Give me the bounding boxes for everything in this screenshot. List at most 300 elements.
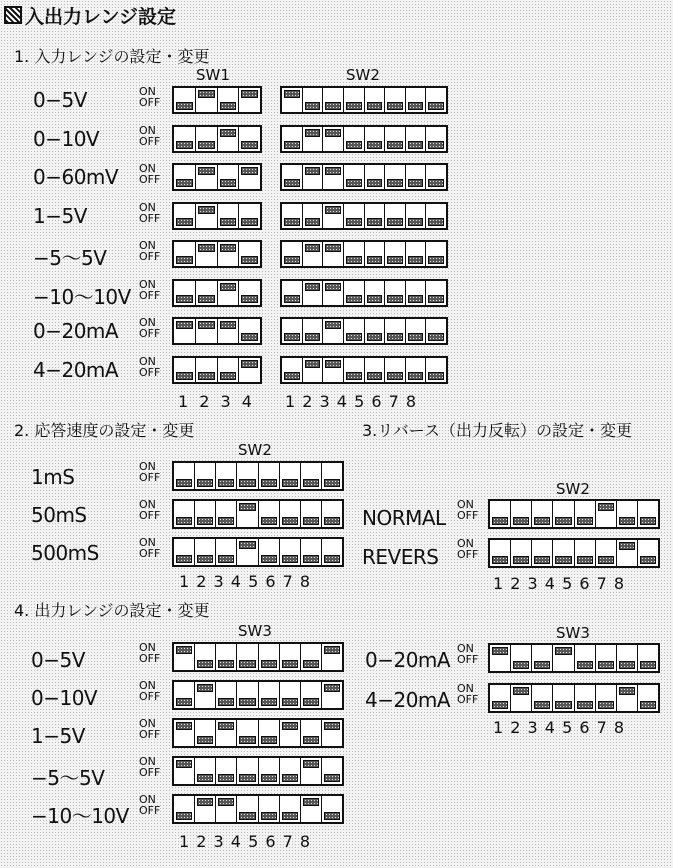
section1-row3-off-label: OFF: [139, 211, 161, 225]
section4-right-row1-on-label: ON: [457, 682, 474, 695]
switch-knob-on: [241, 90, 258, 98]
switch-knob-off: [176, 256, 193, 264]
switch-knob-on: [325, 321, 341, 329]
dip-switch-position-5: [575, 645, 596, 671]
dip-switch-position-5: [575, 501, 596, 527]
switch-knob-off: [176, 698, 192, 706]
switch-knob-off: [303, 555, 319, 563]
dip-switch-position-1: [174, 539, 195, 565]
section4-right-sw3-switch: [488, 643, 660, 673]
switch-knob-off: [197, 517, 213, 525]
dip-switch-position-3: [218, 319, 240, 343]
section4-sw3-switch: [172, 680, 344, 710]
section1-sw1-switch: [172, 202, 262, 230]
dip-switch-position-8: [426, 358, 446, 382]
dip-switch-position-5: [259, 539, 280, 565]
dip-switch-position-8: [426, 165, 446, 189]
section4-sw3-switch: [172, 756, 344, 786]
switch-knob-off: [325, 102, 341, 110]
dip-switch-position-7: [301, 539, 322, 565]
dip-switch-position-5: [259, 463, 280, 489]
section1-row0-on-label: ON: [139, 85, 156, 98]
switch-knob-on: [198, 167, 215, 175]
section1-sw2-switch: [280, 356, 448, 384]
switch-knob-off: [387, 333, 403, 341]
switch-knob-off: [176, 102, 193, 110]
switch-knob-off: [261, 660, 277, 668]
switch-knob-off: [640, 701, 656, 709]
dip-switch-position-7: [301, 796, 322, 822]
switch-knob-off: [428, 141, 444, 149]
section1-sw2-switch: [280, 125, 448, 153]
dip-switch-position-2: [303, 165, 324, 189]
switch-knob-off: [305, 333, 321, 341]
dip-switch-position-8: [426, 88, 446, 112]
dip-switch-position-2: [196, 204, 218, 228]
dip-switch-position-7: [301, 758, 322, 784]
section1-row1-off-label: OFF: [139, 134, 161, 148]
section4-right-sw3-switch: [488, 683, 660, 713]
section4-sw3-switch: [172, 642, 344, 672]
section4-right-mode-label: 0−20mA: [365, 648, 451, 672]
dip-switch-position-3: [216, 720, 237, 746]
dip-switch-position-2: [511, 540, 532, 566]
switch-knob-off: [198, 141, 215, 149]
switch-knob-off: [241, 141, 258, 149]
switch-knob-on: [619, 542, 635, 550]
dip-switch-position-4: [553, 685, 574, 711]
dip-switch-position-4: [239, 281, 260, 305]
section2-numbers: 1 2 3 4 5 6 7 8: [179, 572, 312, 591]
switch-knob-off: [218, 517, 234, 525]
dip-switch-position-3: [216, 539, 237, 565]
dip-switch-position-3: [323, 358, 344, 382]
section4-numbers: 1 2 3 4 5 6 7 8: [179, 832, 312, 851]
dip-switch-position-4: [237, 644, 258, 670]
switch-knob-off: [218, 660, 234, 668]
dip-switch-position-4: [553, 501, 574, 527]
section4-mode-label: 0−10V: [31, 686, 98, 710]
section3-row0-on-label: ON: [457, 498, 474, 511]
switch-knob-on: [282, 722, 298, 730]
dip-switch-position-8: [426, 319, 446, 343]
dip-switch-position-7: [406, 204, 427, 228]
switch-knob-off: [305, 102, 321, 110]
dip-switch-position-1: [490, 685, 511, 711]
switch-knob-off: [428, 179, 444, 187]
switch-knob-on: [325, 244, 341, 252]
switch-knob-off: [241, 333, 258, 341]
switch-knob-off: [367, 102, 383, 110]
switch-knob-on: [218, 722, 234, 730]
switch-knob-off: [513, 517, 529, 525]
switch-knob-on: [303, 760, 319, 768]
dip-switch-position-1: [490, 501, 511, 527]
switch-knob-off: [261, 736, 277, 744]
switch-knob-off: [284, 218, 300, 226]
dip-switch-position-8: [322, 501, 342, 527]
switch-knob-on: [220, 321, 237, 329]
section4-row1-off-label: OFF: [139, 690, 161, 703]
dip-switch-position-5: [365, 204, 386, 228]
switch-knob-off: [197, 736, 213, 744]
dip-switch-position-4: [237, 682, 258, 708]
switch-knob-off: [346, 372, 362, 380]
dip-switch-position-3: [532, 685, 553, 711]
section3-sw2-switch: [488, 538, 660, 568]
section1-sw2-switch: [280, 240, 448, 268]
dip-switch-position-5: [365, 88, 386, 112]
dip-switch-position-3: [216, 758, 237, 784]
switch-knob-off: [324, 517, 340, 525]
section1-sw2-switch: [280, 279, 448, 307]
dip-switch-position-1: [174, 281, 196, 305]
switch-knob-on: [325, 167, 341, 175]
section1-mode-label: 0−60mV: [33, 165, 119, 189]
switch-knob-off: [176, 812, 192, 820]
dip-switch-position-5: [259, 644, 280, 670]
dip-switch-position-4: [344, 165, 365, 189]
section4-right-row0-off-label: OFF: [457, 653, 479, 666]
switch-knob-off: [598, 556, 614, 564]
section1-row7-off-label: OFF: [139, 365, 161, 379]
section1-row6-on-label: ON: [139, 316, 156, 329]
section4-right-numbers: 1 2 3 4 5 6 7 8: [493, 718, 626, 737]
section4-row2-on-label: ON: [139, 717, 156, 730]
dip-switch-position-6: [596, 645, 617, 671]
switch-knob-off: [282, 517, 298, 525]
dip-switch-position-2: [196, 358, 218, 382]
switch-knob-off: [428, 218, 444, 226]
dip-switch-position-8: [322, 644, 342, 670]
dip-switch-position-2: [196, 281, 218, 305]
dip-switch-position-5: [259, 720, 280, 746]
dip-switch-position-6: [385, 165, 406, 189]
section1-mode-label: 0−10V: [33, 126, 100, 151]
dip-switch-position-4: [344, 88, 365, 112]
dip-switch-position-3: [216, 644, 237, 670]
section1-sw1-switch: [172, 317, 262, 345]
section1-row3-on-label: ON: [139, 200, 156, 214]
switch-knob-off: [346, 333, 362, 341]
switch-knob-off: [218, 555, 234, 563]
switch-knob-off: [346, 102, 362, 110]
dip-switch-position-2: [303, 281, 324, 305]
switch-knob-off: [284, 295, 300, 303]
switch-knob-off: [408, 141, 424, 149]
switch-knob-on: [284, 90, 300, 98]
switch-knob-on: [198, 206, 215, 214]
dip-switch-position-6: [385, 242, 406, 266]
switch-knob-on: [305, 283, 321, 291]
dip-switch-position-2: [195, 682, 216, 708]
switch-knob-off: [346, 218, 362, 226]
dip-switch-position-6: [596, 685, 617, 711]
dip-switch-position-7: [301, 682, 322, 708]
dip-switch-position-6: [385, 358, 406, 382]
section3-mode-label: REVERS: [362, 545, 439, 569]
section2-sw2-switch: [172, 537, 344, 567]
dip-switch-position-6: [596, 501, 617, 527]
dip-switch-position-4: [553, 540, 574, 566]
switch-knob-off: [534, 701, 550, 709]
dip-switch-position-7: [406, 319, 427, 343]
switch-knob-on: [513, 687, 529, 695]
dip-switch-position-3: [323, 165, 344, 189]
switch-knob-off: [619, 517, 635, 525]
section2-sw-label: SW2: [238, 441, 272, 459]
switch-knob-off: [408, 333, 424, 341]
switch-knob-off: [282, 555, 298, 563]
switch-knob-off: [282, 812, 298, 820]
dip-switch-position-3: [323, 204, 344, 228]
dip-switch-position-2: [196, 88, 218, 112]
dip-switch-position-3: [218, 88, 240, 112]
dip-switch-position-4: [344, 242, 365, 266]
dip-switch-position-6: [280, 758, 301, 784]
switch-knob-off: [492, 517, 508, 525]
dip-switch-position-7: [301, 501, 322, 527]
dip-switch-position-3: [218, 165, 240, 189]
dip-switch-position-1: [282, 281, 303, 305]
switch-knob-off: [324, 774, 340, 782]
dip-switch-position-3: [532, 540, 553, 566]
dip-switch-position-6: [385, 88, 406, 112]
switch-knob-off: [367, 218, 383, 226]
dip-switch-position-4: [239, 88, 260, 112]
switch-knob-off: [284, 372, 300, 380]
switch-knob-on: [325, 360, 341, 368]
switch-knob-off: [282, 698, 298, 706]
switch-knob-on: [220, 283, 237, 291]
dip-switch-position-5: [365, 358, 386, 382]
switch-knob-off: [428, 333, 444, 341]
dip-switch-position-3: [218, 127, 240, 151]
section2-row1-off-label: OFF: [139, 509, 161, 522]
switch-knob-on: [324, 646, 340, 654]
switch-knob-off: [239, 660, 255, 668]
section2-sw2-switch: [172, 499, 344, 529]
section1-mode-label: 0−5V: [33, 88, 87, 112]
switch-knob-off: [367, 179, 383, 187]
dip-switch-position-8: [638, 540, 658, 566]
switch-knob-on: [197, 798, 213, 806]
dip-switch-position-4: [237, 501, 258, 527]
switch-knob-off: [282, 660, 298, 668]
switch-knob-on: [325, 129, 341, 137]
section4-row4-on-label: ON: [139, 793, 156, 806]
switch-knob-off: [428, 102, 444, 110]
dip-switch-position-4: [237, 796, 258, 822]
switch-knob-on: [305, 167, 321, 175]
switch-knob-off: [492, 701, 508, 709]
section1-sw2-switch: [280, 202, 448, 230]
figure-icon: [4, 6, 22, 24]
section2-row1-on-label: ON: [139, 498, 156, 511]
dip-switch-position-4: [237, 758, 258, 784]
section1-sw1-switch: [172, 279, 262, 307]
dip-switch-position-7: [406, 281, 427, 305]
switch-knob-on: [176, 321, 193, 329]
dip-switch-position-8: [322, 463, 342, 489]
switch-knob-off: [324, 812, 340, 820]
dip-switch-position-1: [174, 242, 196, 266]
dip-switch-position-7: [301, 644, 322, 670]
dip-switch-position-3: [323, 88, 344, 112]
section4-row3-off-label: OFF: [139, 766, 161, 779]
dip-switch-position-1: [174, 165, 196, 189]
dip-switch-position-2: [195, 539, 216, 565]
dip-switch-position-2: [195, 796, 216, 822]
dip-switch-position-6: [280, 463, 301, 489]
dip-switch-position-1: [174, 758, 195, 784]
switch-knob-off: [408, 102, 424, 110]
section1-sw1-switch: [172, 125, 262, 153]
section1-heading: 1. 入力レンジの設定・変更: [14, 47, 210, 66]
switch-knob-off: [176, 517, 192, 525]
section1-row4-on-label: ON: [139, 239, 156, 252]
switch-knob-off: [303, 698, 319, 706]
section1-row5-off-label: OFF: [139, 288, 161, 302]
switch-knob-off: [408, 372, 424, 380]
section2-mode-label: 1mS: [31, 465, 75, 489]
switch-knob-off: [176, 479, 192, 487]
switch-knob-on: [492, 647, 508, 655]
switch-knob-off: [176, 218, 193, 226]
switch-knob-on: [239, 541, 255, 549]
section4-row2-off-label: OFF: [139, 728, 161, 741]
switch-knob-off: [428, 295, 444, 303]
switch-knob-off: [176, 179, 193, 187]
switch-knob-off: [324, 479, 340, 487]
section3-row1-off-label: OFF: [457, 548, 479, 561]
dip-switch-position-6: [280, 644, 301, 670]
switch-knob-off: [640, 661, 656, 669]
section2-row0-off-label: OFF: [139, 471, 161, 484]
section4-sw3-switch: [172, 794, 344, 824]
dip-switch-position-1: [174, 501, 195, 527]
section1-mode-label: 0−20mA: [33, 319, 119, 343]
switch-knob-off: [241, 218, 258, 226]
switch-knob-on: [555, 647, 571, 655]
switch-knob-on: [324, 722, 340, 730]
dip-switch-position-1: [174, 319, 196, 343]
switch-knob-off: [367, 333, 383, 341]
switch-knob-off: [367, 295, 383, 303]
switch-knob-off: [261, 774, 277, 782]
dip-switch-position-4: [239, 204, 260, 228]
switch-knob-off: [241, 295, 258, 303]
dip-switch-position-3: [218, 242, 240, 266]
dip-switch-position-1: [282, 358, 303, 382]
dip-switch-position-8: [638, 685, 658, 711]
dip-switch-position-5: [365, 165, 386, 189]
dip-switch-position-1: [282, 127, 303, 151]
dip-switch-position-2: [196, 242, 218, 266]
switch-knob-off: [303, 479, 319, 487]
switch-knob-off: [408, 256, 424, 264]
section4-right-row1-off-label: OFF: [457, 693, 479, 706]
dip-switch-position-5: [259, 758, 280, 784]
section4-row0-off-label: OFF: [139, 652, 161, 665]
dip-switch-position-3: [216, 682, 237, 708]
switch-knob-on: [220, 129, 237, 137]
dip-switch-position-6: [385, 281, 406, 305]
dip-switch-position-1: [174, 88, 196, 112]
dip-switch-position-2: [303, 319, 324, 343]
dip-switch-position-3: [216, 501, 237, 527]
dip-switch-position-1: [282, 165, 303, 189]
dip-switch-position-6: [280, 501, 301, 527]
switch-knob-off: [284, 333, 300, 341]
switch-knob-off: [367, 372, 383, 380]
switch-knob-off: [197, 774, 213, 782]
switch-knob-off: [261, 479, 277, 487]
section3-row0-off-label: OFF: [457, 509, 479, 522]
dip-switch-position-1: [174, 358, 196, 382]
switch-knob-off: [198, 295, 215, 303]
switch-knob-off: [577, 701, 593, 709]
dip-switch-position-6: [280, 539, 301, 565]
section4-sw3-switch: [172, 718, 344, 748]
dip-switch-position-2: [196, 165, 218, 189]
switch-knob-off: [220, 102, 237, 110]
dip-switch-position-4: [239, 165, 260, 189]
dip-switch-position-2: [511, 645, 532, 671]
switch-knob-off: [303, 660, 319, 668]
dip-switch-position-4: [239, 319, 260, 343]
switch-knob-on: [198, 244, 215, 252]
dip-switch-position-2: [303, 88, 324, 112]
section1-row2-off-label: OFF: [139, 173, 161, 186]
switch-knob-on: [239, 503, 255, 511]
dip-switch-position-6: [280, 720, 301, 746]
dip-switch-position-2: [511, 501, 532, 527]
dip-switch-position-1: [174, 796, 195, 822]
section2-heading: 2. 応答速度の設定・変更: [14, 421, 195, 440]
switch-knob-on: [176, 760, 192, 768]
dip-switch-position-1: [174, 720, 195, 746]
switch-knob-off: [218, 774, 234, 782]
dip-switch-position-3: [323, 242, 344, 266]
switch-knob-off: [261, 812, 277, 820]
switch-knob-off: [261, 698, 277, 706]
switch-knob-off: [367, 141, 383, 149]
switch-knob-off: [176, 295, 193, 303]
dip-switch-position-5: [575, 540, 596, 566]
section2-sw2-switch: [172, 461, 344, 491]
section2-row2-on-label: ON: [139, 536, 156, 549]
switch-knob-on: [198, 90, 215, 98]
switch-knob-off: [218, 479, 234, 487]
section4-row4-off-label: OFF: [139, 804, 161, 817]
dip-switch-position-2: [196, 319, 218, 343]
switch-knob-off: [387, 372, 403, 380]
switch-knob-off: [346, 179, 362, 187]
switch-knob-off: [387, 256, 403, 264]
dip-switch-position-2: [195, 644, 216, 670]
dip-switch-position-6: [385, 319, 406, 343]
section1-sw1-switch: [172, 240, 262, 268]
dip-switch-position-6: [596, 540, 617, 566]
dip-switch-position-7: [301, 720, 322, 746]
switch-knob-on: [619, 687, 635, 695]
section1-mode-label: −10〜10V: [33, 284, 131, 309]
section3-sw-label: SW2: [556, 480, 590, 498]
dip-switch-position-5: [575, 685, 596, 711]
dip-switch-position-5: [365, 281, 386, 305]
dip-switch-position-2: [303, 242, 324, 266]
